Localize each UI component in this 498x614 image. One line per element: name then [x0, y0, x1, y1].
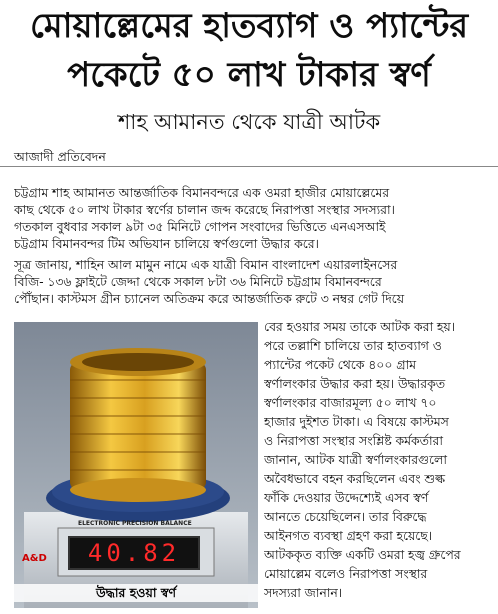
byline-divider	[0, 166, 498, 167]
wrap-line: আনতে চেয়েছিলেন। তার বিরুদ্ধে	[264, 509, 427, 524]
wrap-line: বের হওয়ার সময় তাকে আটক করা হয়।	[264, 319, 455, 334]
photo-caption: উদ্ধার হওয়া স্বর্ণ	[14, 584, 258, 602]
body-line: চট্টগ্রাম শাহ আমানত আন্তর্জাতিক বিমানবন্দরে এক ওমরা হাজীর মোয়াল্লেমের	[14, 185, 389, 200]
body-line: চট্টগ্রাম বিমানবন্দর টিম অভিযান চালিয়ে স্বর্ণগুলো উদ্ধার করে।	[14, 236, 319, 251]
body-line: বিজি- ১৩৬ ফ্লাইটে জেদ্দা থেকে সকাল ৮টা ৩৬ মিনিটে চট্টগ্রাম বিমানবন্দরে	[14, 274, 382, 289]
scale-brand-logo: A&D	[22, 553, 47, 564]
headline-line-1: মোয়াল্লেমের হাতব্যাগ ও প্যান্টের	[29, 6, 469, 46]
wrap-line: আইনগত ব্যবস্থা গ্রহণ করা হয়েছে।	[264, 528, 433, 543]
scale-reading: 40.82	[68, 536, 200, 570]
wrap-line: ফাঁকি দেওয়ার উদ্দেশ্যেই এসব স্বর্ণ	[264, 490, 429, 505]
wrap-line: স্বর্ণালংকার বাজারমূল্য ৫০ লাখ ৭০	[264, 395, 437, 410]
subheadline: শাহ আমানত থেকে যাত্রী আটক	[117, 110, 381, 134]
wrap-line: আটককৃত ব্যক্তি একটি ওমরা হজ্ব গ্রুপের	[264, 547, 461, 562]
wrap-line: প্যান্টের পকেট থেকে ৪০০ গ্রাম	[264, 357, 416, 372]
wrap-line: সদস্যরা জানান।	[264, 585, 343, 600]
body-line: সূত্র জানায়, শাহিন আল মামুন নামে এক যাত্রী বিমান বাংলাদেশ এয়ারলাইনসের	[14, 257, 398, 272]
wrap-line: মোয়াল্লেম বলেও নিরাপত্তা সংস্থার	[264, 566, 428, 581]
body-line: পৌঁছান। কাস্টমস গ্রীন চ্যানেল অতিক্রম করে আন্তর্জাতিক রুটে ৩ নম্বর গেট দিয়ে	[14, 291, 404, 306]
byline: আজাদী প্রতিবেদন	[14, 148, 110, 167]
wrap-line: অবৈধভাবে বহন করছিলেন এবং শুল্ক	[264, 471, 445, 486]
wrap-line: হাজার দুইশত টাকা। এ বিষয়ে কাস্টমস	[264, 414, 449, 429]
wrap-line: পরে তল্লাশি চালিয়ে তার হাতব্যাগ ও	[264, 338, 442, 353]
wrap-line: জানান, আটক যাত্রী স্বর্ণালংকারগুলো	[264, 452, 447, 467]
wrap-line: ও নিরাপত্তা সংস্থার সংশ্লিষ্ট কর্মকর্তারা	[264, 433, 443, 448]
headline-line-2: পকেটে ৫০ লাখ টাকার স্বর্ণ	[67, 55, 431, 95]
body-line: কাছ থেকে ৫০ লাখ টাকার স্বর্ণের চালান জব্দ করেছে নিরাপত্তা সংস্থার সদস্যরা।	[14, 202, 395, 217]
body-line: গতকাল বুধবার সকাল ৯টা ৩৫ মিনিটে গোপন সংবাদের ভিত্তিতে এনএসআই	[14, 219, 386, 234]
scale-label: ELECTRONIC PRECISION BALANCE	[78, 520, 192, 527]
wrap-line: স্বর্ণালংকার উদ্ধার করা হয়। উদ্ধারকৃত	[264, 376, 446, 391]
